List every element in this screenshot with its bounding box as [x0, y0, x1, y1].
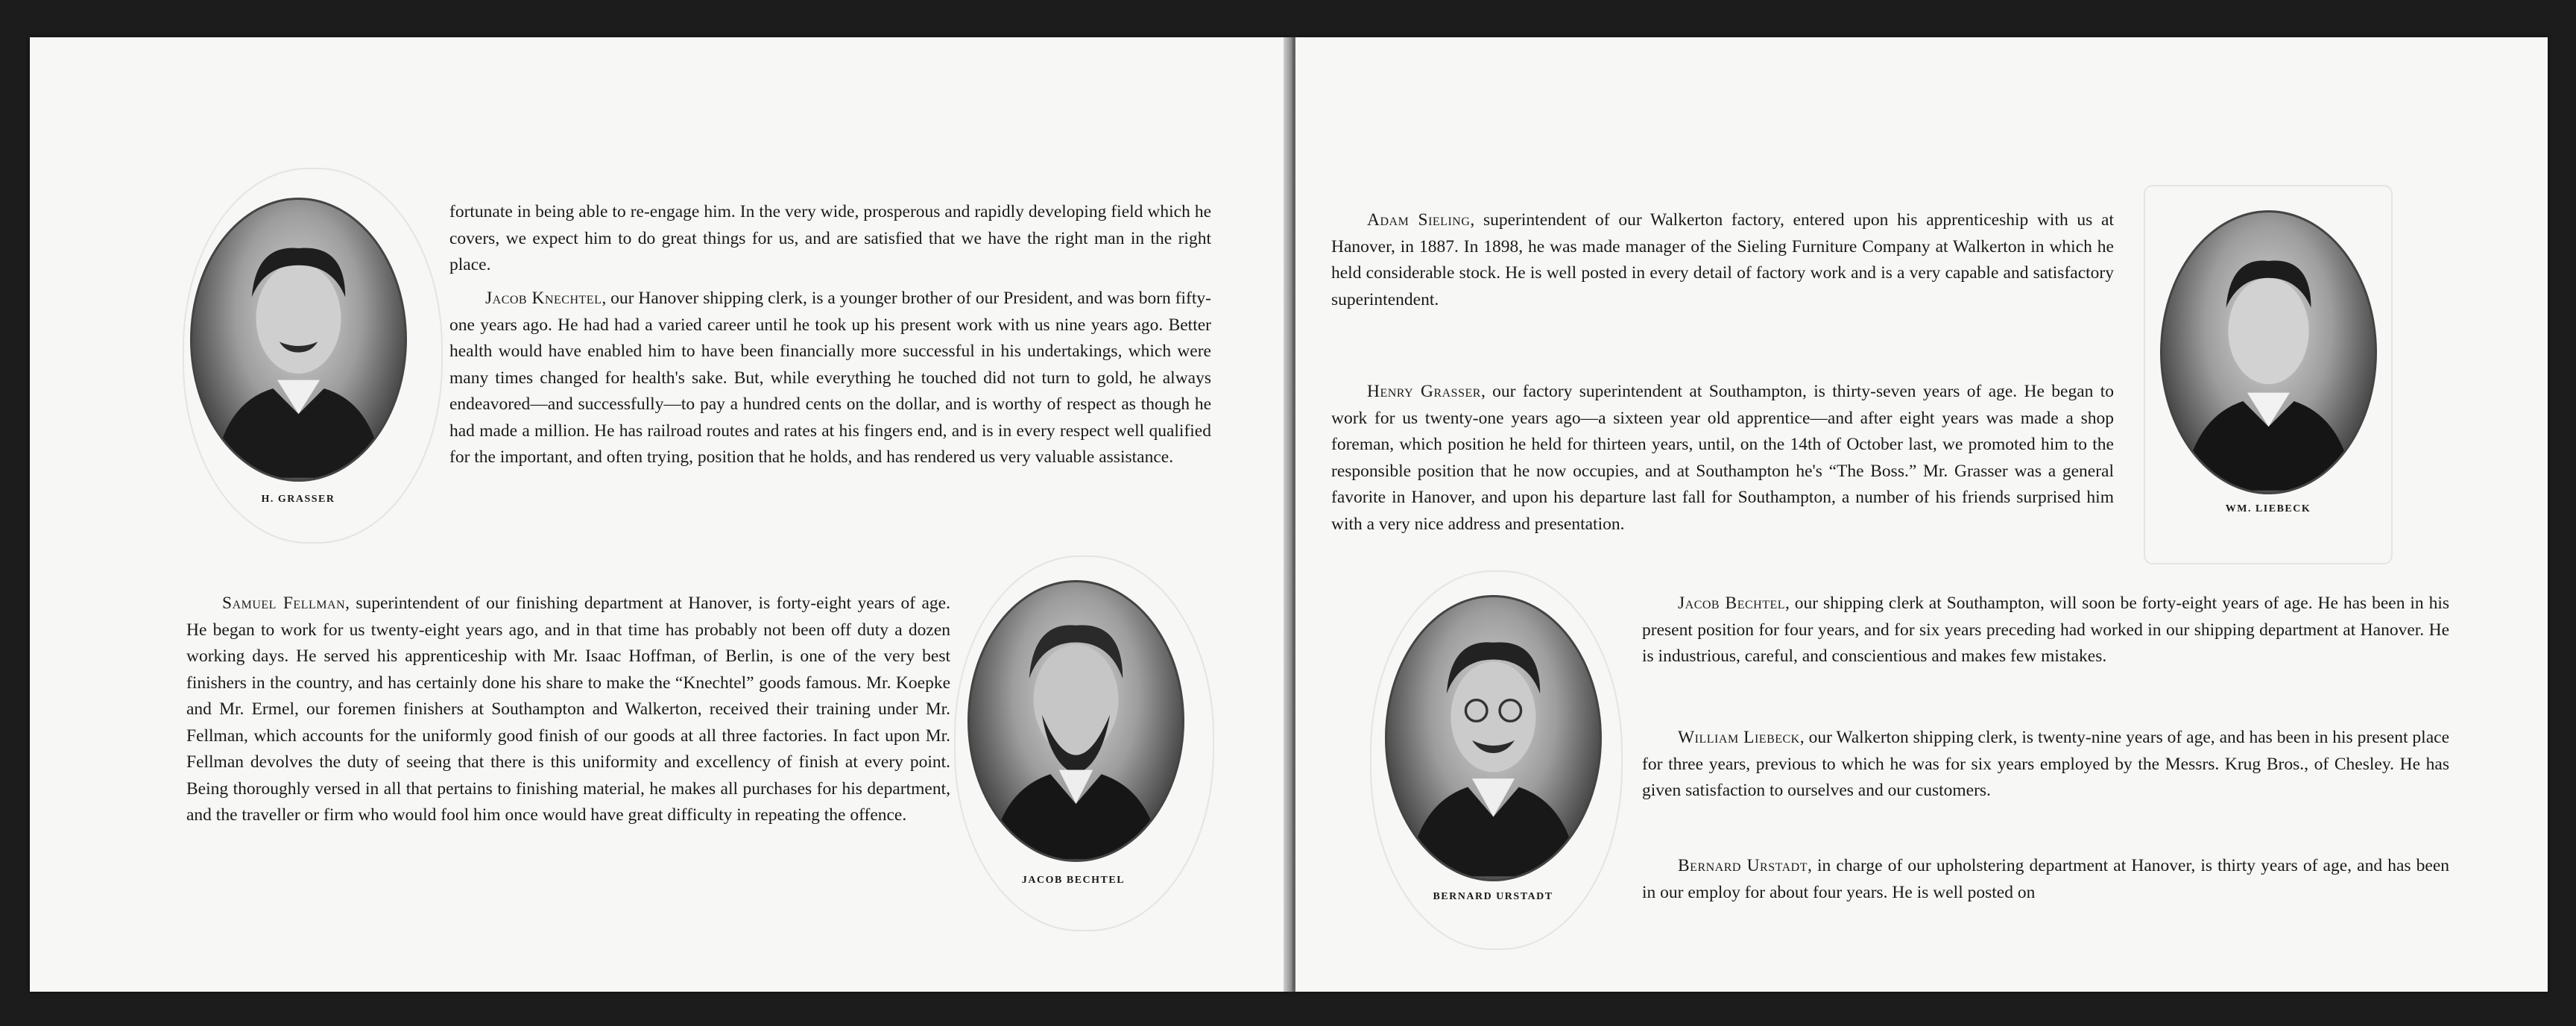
- right-paragraph-4: William Liebeck, our Walkerton shipping clerk, is twenty-nine years of age, and has been in his present place for three years, previous to which he was for six years employed by the Messrs. Krug Bros., of Chesley. He has given satisfaction to ourselves and our customers.: [1642, 728, 2450, 800]
- name-lead: Henry Grasser: [1367, 382, 1481, 401]
- jacob-bechtel-portrait: [967, 580, 1184, 862]
- jacob-bechtel-caption: JACOB BECHTEL: [1021, 875, 1126, 886]
- left-paragraph-2: Jacob Knechtel, our Hanover shipping clerk, is a younger brother of our President, and was born fifty-one years ago. He had had a varied career until he took up his present work with us nine years ago. Better health would have enabled him to have been financially more successful in his undertakings, which were many times changed for health's sake. But, while everything he touched did not turn to gold, he always endeavored—and successfully—to pay a hundred cents on the dollar, and is worthy of respect as though he had made a million. He has railroad routes and rates at his fingers end, and is in every respect well qualified for the important, and often trying, position that he holds, and has rendered us very valuable assistance.: [449, 289, 1211, 467]
- portrait-photo-icon: [970, 582, 1182, 860]
- name-lead: Bernard Urstadt: [1678, 856, 1808, 875]
- left-page: [30, 37, 1289, 992]
- right-page: [1295, 37, 2548, 992]
- name-lead: Jacob Bechtel: [1678, 594, 1786, 613]
- portrait-photo-icon: [192, 200, 405, 479]
- name-lead: Jacob Knechtel: [485, 289, 602, 308]
- right-paragraph-5: Bernard Urstadt, in charge of our upholstering department at Hanover, is thirty years of age, and has been in our employ for about four years. He is well posted on: [1642, 856, 2450, 902]
- portrait-photo-icon: [1387, 597, 1600, 879]
- bernard-urstadt-caption: BERNARD URSTADT: [1433, 891, 1553, 902]
- name-lead: Adam Sieling: [1367, 210, 1471, 230]
- wm-liebeck-portrait: [2160, 210, 2377, 494]
- wm-liebeck-caption: WM. LIEBECK: [2225, 503, 2311, 514]
- bernard-urstadt-portrait: [1385, 595, 1602, 881]
- right-paragraph-2: Henry Grasser, our factory superintendent at Southampton, is thirty-seven years of age. He began to work for us twenty-one years ago—a sixteen year old apprentice—and after eight years was made a shop foreman, which position he held for thirteen years, until, on the 14th of October last, we promoted him to the responsible position that he now occupies, and at Southampton he's “The Boss.” Mr. Grasser was a general favorite in Hanover, and upon his departure last fall for Southampton, a number of his friends surprised him with a very nice address and presentation.: [1331, 382, 2114, 534]
- left-paragraph-3: Samuel Fellman, superintendent of our finishing department at Hanover, is forty-eight years of age. He began to work for us twenty-eight years ago, and in that time has probably not been off duty a dozen working days. He served his apprenticeship with Mr. Isaac Hoffman, of Berlin, is one of the very best finishers in the country, and has certainly done his share to make the “Knechtel” goods famous. Mr. Koepke and Mr. Ermel, our foremen finishers at Southampton and Walkerton, received their training under Mr. Fellman, which accounts for the uniformly good finish of our goods at all three factories. In fact upon Mr. Fellman devolves the duty of seeing that there is this uniformity and excellency of finish at every point. Being thoroughly versed in all that pertains to finishing material, he makes all purchases for his department, and the traveller or firm who would fool him once would have great difficulty in repeating the offence.: [186, 594, 950, 825]
- right-paragraph-1: Adam Sieling, superintendent of our Walkerton factory, entered upon his apprenticeship with us at Hanover, in 1887. In 1898, he was made manager of the Sieling Furniture Company at Walkerton in which he held considerable stock. He is well posted in every detail of factory work and is a very capable and satisfactory superintendent.: [1331, 210, 2114, 309]
- right-paragraph-3: Jacob Bechtel, our shipping clerk at Southampton, will soon be forty-eight years of age. He has been in his present position for four years, and for six years preceding had worked in our shipping department at Hanover. He is industrious, careful, and conscientious and makes few mistakes.: [1642, 594, 2449, 666]
- name-lead: William Liebeck: [1678, 728, 1800, 747]
- h-grasser-caption: H. GRASSER: [261, 494, 335, 505]
- portrait-photo-icon: [2162, 213, 2375, 492]
- h-grasser-portrait: [190, 198, 407, 482]
- left-paragraph-1: fortunate in being able to re-engage him. In the very wide, prosperous and rapidly developing field which he covers, we expect him to do great things for us, and are satisfied that we have the right man in the right place.: [449, 202, 1211, 274]
- name-lead: Samuel Fellman: [222, 594, 346, 613]
